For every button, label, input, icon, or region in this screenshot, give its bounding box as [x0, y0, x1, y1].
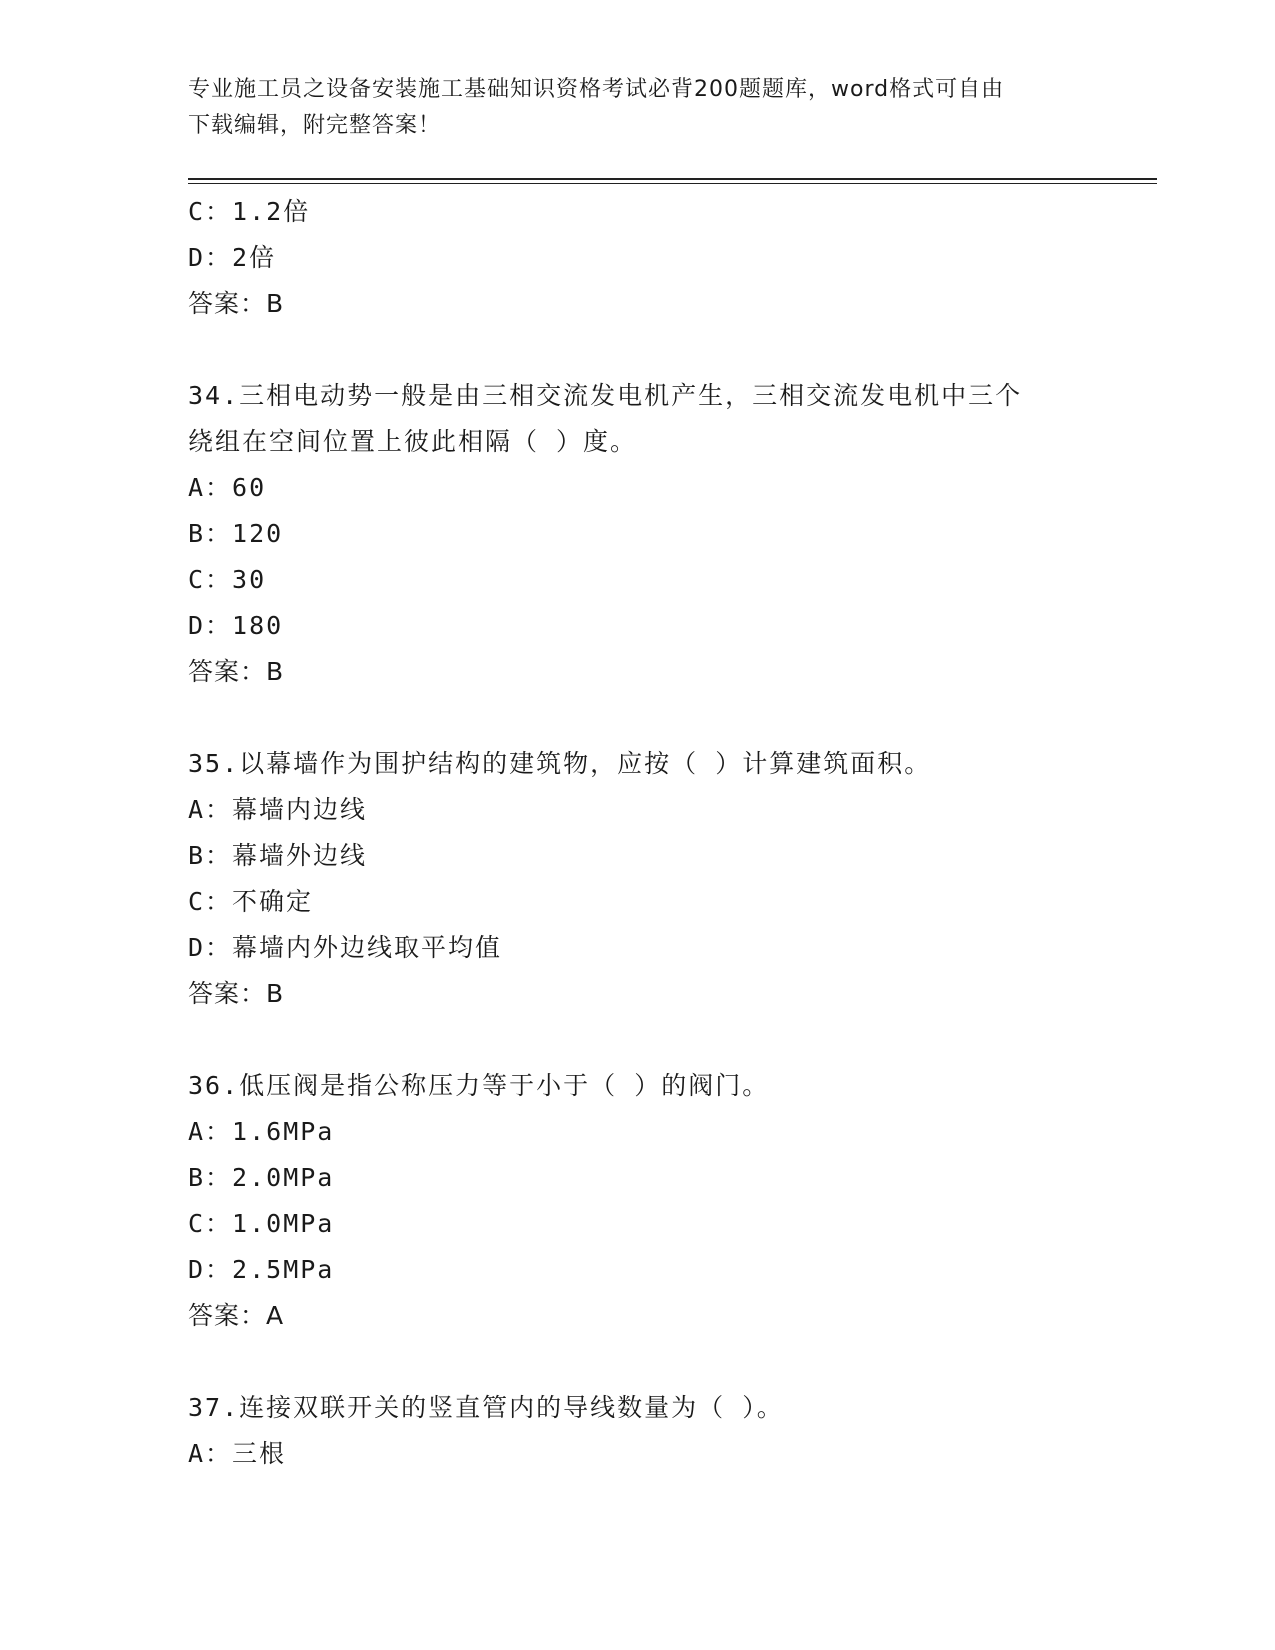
question-37: [188, 1385, 1148, 1477]
question-34: [188, 373, 1148, 695]
option-c: C：1.0MPa: [188, 1209, 335, 1238]
header-title-line-1: 专业施工员之设备安装施工基础知识资格考试必背200题题库，word格式可自由: [188, 77, 1005, 102]
option-c: C：1.2倍: [188, 197, 311, 226]
option-c: C：30: [188, 565, 267, 594]
question-35: [188, 741, 1148, 1017]
option-b: B：120: [188, 519, 284, 548]
question-33-tail: [188, 189, 1148, 327]
option-a: A：三根: [188, 1439, 287, 1468]
option-a: A：60: [188, 473, 267, 502]
option-c: C：不确定: [188, 887, 314, 916]
option-d: D：2倍: [188, 243, 277, 272]
question-stem: 36.低压阀是指公称压力等于小于（ ）的阀门。: [188, 1071, 770, 1100]
header-divider-thin: [188, 183, 1157, 184]
answer-line: 答案：B: [188, 289, 285, 318]
question-list: [188, 189, 1148, 1477]
option-a: A：1.6MPa: [188, 1117, 335, 1146]
option-d: D：2.5MPa: [188, 1255, 335, 1284]
answer-line: 答案：B: [188, 979, 285, 1008]
question-stem-continued: 绕组在空间位置上彼此相隔（ ）度。: [188, 427, 638, 456]
question-spacer: [188, 695, 1148, 741]
question-stem: 34.三相电动势一般是由三相交流发电机产生，三相交流发电机中三个: [188, 381, 1023, 410]
question-spacer: [188, 1339, 1148, 1385]
option-d: D：幕墙内外边线取平均值: [188, 933, 503, 962]
option-d: D：180: [188, 611, 284, 640]
option-b: B：2.0MPa: [188, 1163, 335, 1192]
option-b: B：幕墙外边线: [188, 841, 368, 870]
question-stem: 37.连接双联开关的竖直管内的导线数量为（ ）。: [188, 1393, 784, 1422]
question-spacer: [188, 1017, 1148, 1063]
header-divider-thick: [188, 178, 1157, 180]
answer-line: 答案：B: [188, 657, 285, 686]
header-title-line-2: 下载编辑，附完整答案！: [188, 113, 442, 138]
question-stem: 35.以幕墙作为围护结构的建筑物，应按（ ）计算建筑面积。: [188, 749, 932, 778]
answer-line: 答案：A: [188, 1301, 285, 1330]
question-spacer: [188, 327, 1148, 373]
question-36: [188, 1063, 1148, 1339]
option-a: A：幕墙内边线: [188, 795, 368, 824]
document-header: [188, 72, 1068, 144]
